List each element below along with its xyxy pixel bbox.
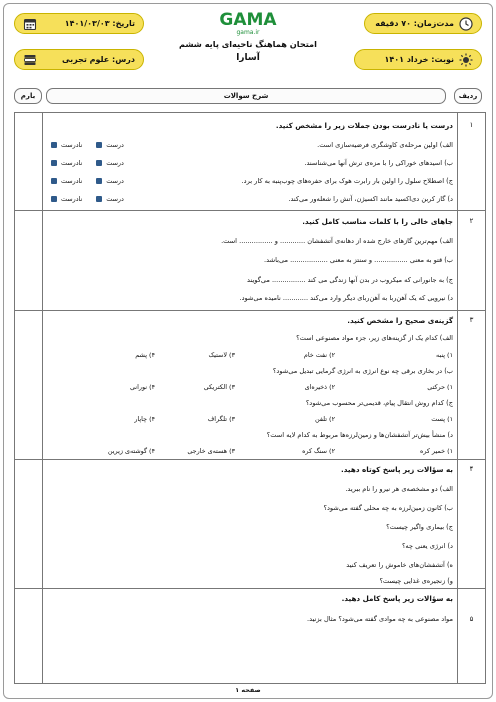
false-label: نادرست <box>61 159 83 167</box>
subject-pill <box>14 49 144 70</box>
calendar-icon <box>23 17 37 31</box>
q3-stem: ب) در بخاری برقی چه نوع انرژی به انرژی گرمایی تبدیل می‌شود؟ <box>272 367 453 375</box>
score-col-divider <box>42 113 43 683</box>
q3-option[interactable]: ۴) گوشته‌ی زیرین <box>107 447 155 455</box>
q3-stem: د) منشأ بیش‌تر آتشفشان‌ها و زمین‌لرزه‌ها مربوط به کدام لایه است؟ <box>266 431 453 439</box>
q3-option[interactable]: ۳) تلگراف <box>207 415 235 423</box>
q1-item: د) گاز کربن دی‌اکسید مانند اکسیژن، آتش را شعله‌ور می‌کند. <box>288 195 453 203</box>
q4-item: د) انرژی یعنی چه؟ <box>401 542 453 550</box>
false-checkbox[interactable] <box>51 196 57 202</box>
false-label: نادرست <box>61 177 83 185</box>
q1-item: الف) اولین مرحله‌ی کاوشگری فرضیه‌سازی است. <box>317 141 453 149</box>
gama-logo <box>203 8 293 36</box>
false-checkbox[interactable] <box>51 142 57 148</box>
q4-item: الف) دو مشخصه‌ی هر نیرو را نام ببرید. <box>345 485 453 493</box>
q3-option[interactable]: ۳) الکتریکی <box>203 383 235 391</box>
true-checkbox[interactable] <box>96 196 102 202</box>
q1-title: درست یا نادرست بودن جملات زیر را مشخص کنید. <box>275 121 453 130</box>
false-label: نادرست <box>61 195 83 203</box>
exam-title: امتحان هماهنگ ناحیه‌ای پایه ششم <box>179 39 317 49</box>
date-pill <box>14 13 144 34</box>
col-row-header <box>454 88 482 104</box>
q5-item: مواد مصنوعی به چه موادی گفته می‌شود؟ مثال بزنید. <box>307 615 453 623</box>
q1-item: ج) اصطلاح سلول را اولین بار رابرت هوک برای حفره‌های چوب‌پنبه به کار برد. <box>241 177 453 185</box>
row-divider <box>15 588 485 589</box>
q2-item: د) نیرویی که یک آهن‌ربا به آهن‌ربای دیگر وارد می‌کند ............ نامیده می‌شود. <box>239 294 453 302</box>
session-text: نوبت: خرداد ۱۴۰۱ <box>384 55 454 64</box>
true-label: درست <box>106 195 124 203</box>
q3-option[interactable]: ۱) پنبه <box>435 351 453 359</box>
session-pill <box>354 49 482 70</box>
sun-icon <box>459 53 473 67</box>
date-text: تاریخ: ۱۴۰۱/۰۳/۰۳ <box>64 19 135 28</box>
false-checkbox[interactable] <box>51 178 57 184</box>
school-name: آسارا <box>236 53 260 63</box>
clock-icon <box>459 17 473 31</box>
q2-item: الف) مهم‌ترین گازهای خارج شده از دهانه‌ی آتشفشان ............ و ................ است. <box>221 237 453 245</box>
questions-table <box>14 112 486 684</box>
true-label: درست <box>106 177 124 185</box>
row-col-divider <box>457 113 458 683</box>
duration-text: مدت‌زمان: ۷۰ دقیقه <box>375 19 454 28</box>
q3-option[interactable]: ۲) تلفن <box>315 415 335 423</box>
duration-pill <box>364 13 482 34</box>
logo-text: GAMA <box>219 10 277 30</box>
page-number: صفحه ۱ <box>235 686 261 694</box>
q4-title: به سؤالات زیر پاسخ کوتاه دهید. <box>341 465 453 474</box>
row-divider <box>15 459 485 460</box>
q3-option[interactable]: ۱) خمیر کره <box>419 447 453 455</box>
q3-option[interactable]: ۲) ذخیره‌ای <box>304 383 335 391</box>
question-number: ۳ <box>469 316 474 324</box>
q4-item: ج) بیماری واگیر چیست؟ <box>386 523 453 531</box>
question-number: ۱ <box>469 121 474 129</box>
col-questions-header <box>46 88 446 104</box>
q3-option[interactable]: ۱) حرکتی <box>427 383 453 391</box>
question-number: ۵ <box>469 615 474 623</box>
q4-item: ب) کانون زمین‌لرزه به چه محلی گفته می‌شود؟ <box>323 504 453 512</box>
q3-option[interactable]: ۲) نفت خام <box>303 351 335 359</box>
q3-stem: ج) کدام روش انتقال پیام، قدیمی‌تر محسوب می‌شود؟ <box>305 399 453 407</box>
true-false-choice <box>51 195 124 203</box>
q2-title: جاهای خالی را با کلمات مناسب کامل کنید. <box>302 217 453 226</box>
q3-option[interactable]: ۱) پست <box>431 415 453 423</box>
q2-item: ج) به جانورانی که میکروب در بدن آنها زندگی می کند ................ می‌گویند <box>247 276 453 284</box>
q3-option[interactable]: ۲) سنگ کره <box>302 447 335 455</box>
row-divider <box>15 210 485 211</box>
true-label: درست <box>106 141 124 149</box>
logo-sub: gama.ir <box>236 29 260 36</box>
q4-item: ه) آتشفشان‌های خاموش را تعریف کنید <box>346 561 453 569</box>
q3-option[interactable]: ۳) لاستیک <box>208 351 235 359</box>
subject-text: درس: علوم تجربی <box>62 55 135 64</box>
col-score-label: بارم <box>20 92 36 100</box>
q3-option[interactable]: ۴) چاپار <box>134 415 155 423</box>
true-checkbox[interactable] <box>96 142 102 148</box>
q3-stem: الف) کدام یک از گزینه‌های زیر، جزء مواد مصنوعی است؟ <box>296 334 453 342</box>
row-divider <box>15 310 485 311</box>
question-number: ۴ <box>469 465 474 473</box>
q3-option[interactable]: ۴) نورانی <box>129 383 155 391</box>
true-false-choice <box>51 141 124 149</box>
false-checkbox[interactable] <box>51 160 57 166</box>
question-number: ۲ <box>469 217 474 225</box>
q3-title: گزینه‌ی صحیح را مشخص کنید. <box>347 316 453 325</box>
q3-option[interactable]: ۳) هسته‌ی خارجی <box>187 447 235 455</box>
col-row-label: ردیف <box>458 92 478 100</box>
q5-title: به سؤالات زیر پاسخ کامل دهید. <box>341 594 453 603</box>
exam-header <box>160 8 336 70</box>
q3-option[interactable]: ۴) پشم <box>135 351 155 359</box>
q2-item: ب) قتو به معنی ................ و سنتز به معنی .................. می‌باشد. <box>264 256 453 264</box>
true-checkbox[interactable] <box>96 160 102 166</box>
q1-item: ب) اسیدهای خوراکی را با مزه‌ی ترش آنها می‌شناسند. <box>304 159 453 167</box>
q4-item: و) زنجیره‌ی غذایی چیست؟ <box>379 577 453 585</box>
true-checkbox[interactable] <box>96 178 102 184</box>
true-false-choice <box>51 177 124 185</box>
books-icon <box>23 53 37 67</box>
true-label: درست <box>106 159 124 167</box>
col-questions-label: شرح سوالات <box>223 92 269 100</box>
col-score-header <box>14 88 42 104</box>
true-false-choice <box>51 159 124 167</box>
false-label: نادرست <box>61 141 83 149</box>
